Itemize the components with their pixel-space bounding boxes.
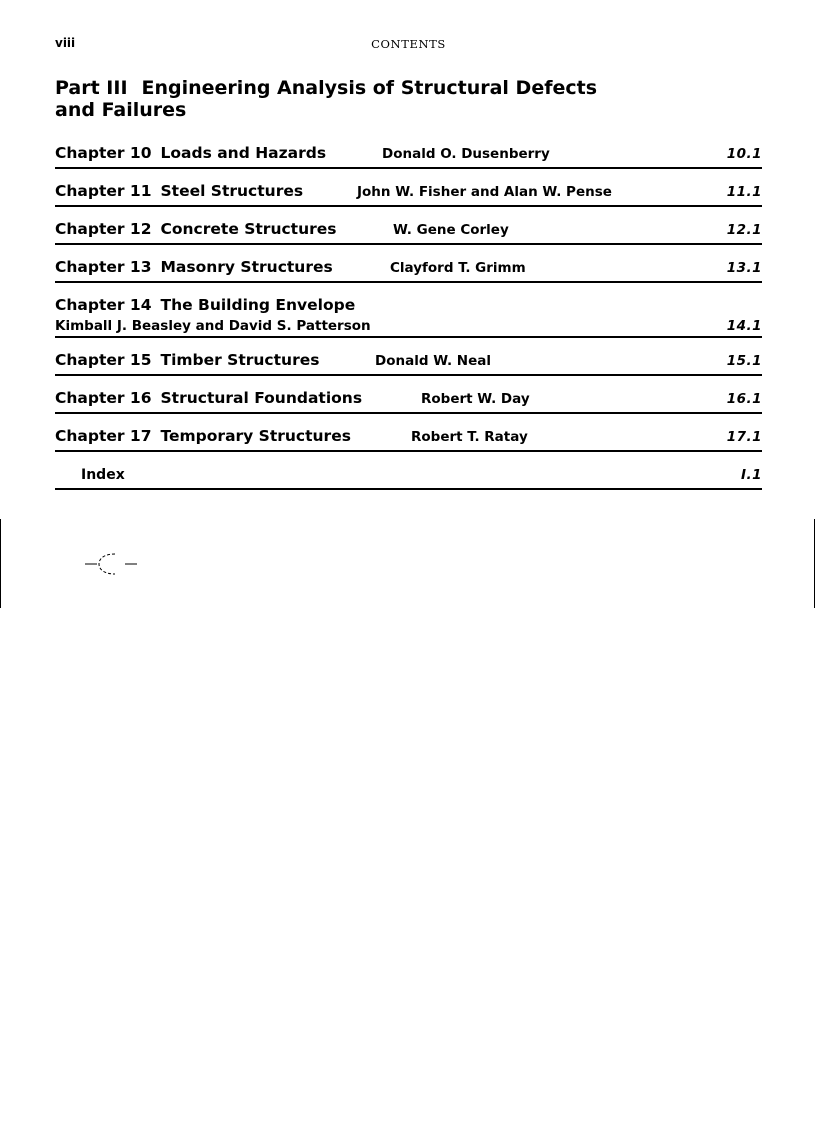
chapter-page: 13.1 (726, 260, 762, 276)
chapter-author: Robert W. Day (421, 391, 530, 407)
chapter-heading (55, 389, 362, 407)
part-title-line2: and Failures (55, 99, 187, 121)
part-heading (55, 77, 675, 121)
chapter-title: Steel Structures (160, 182, 304, 200)
chapter-page: 14.1 (726, 318, 762, 334)
part-title-line1: Engineering Analysis of Structural Defects (141, 77, 598, 99)
toc-entry-chapter-13[interactable] (55, 254, 762, 283)
left-edge-mark (0, 519, 1, 608)
chapter-number: Chapter 13 (55, 258, 152, 276)
chapter-heading (55, 144, 326, 162)
toc-entry-index[interactable] (55, 461, 762, 490)
toc-entry-chapter-11[interactable] (55, 178, 762, 207)
chapter-title: Concrete Structures (160, 220, 337, 238)
chapter-title: Masonry Structures (160, 258, 333, 276)
index-label: Index (81, 467, 125, 483)
chapter-title: Loads and Hazards (160, 144, 327, 162)
index-page: I.1 (740, 467, 762, 483)
chapter-page: 11.1 (726, 184, 762, 200)
chapter-author: Donald W. Neal (375, 353, 492, 369)
chapter-author: W. Gene Corley (393, 222, 509, 238)
chapter-heading (55, 258, 333, 276)
part-label: Part III (55, 77, 128, 99)
toc-entry-chapter-16[interactable] (55, 385, 762, 414)
chapter-page: 12.1 (726, 222, 762, 238)
chapter-title: The Building Envelope (160, 296, 356, 314)
chapter-number: Chapter 16 (55, 389, 152, 407)
chapter-author: Kimball J. Beasley and David S. Patterson (55, 318, 371, 334)
chapter-author: John W. Fisher and Alan W. Pense (357, 184, 612, 200)
running-head-title: CONTENTS (371, 37, 446, 51)
table-of-contents (55, 140, 762, 499)
crop-mark-icon (85, 550, 141, 578)
chapter-title: Temporary Structures (160, 427, 351, 445)
chapter-author: Robert T. Ratay (411, 429, 528, 445)
right-edge-mark (814, 519, 815, 608)
chapter-heading (55, 182, 303, 200)
chapter-number: Chapter 14 (55, 296, 152, 314)
chapter-page: 10.1 (726, 146, 762, 162)
chapter-number: Chapter 10 (55, 144, 152, 162)
toc-entry-chapter-14[interactable] (55, 292, 762, 338)
chapter-author: Donald O. Dusenberry (382, 146, 550, 162)
chapter-page: 17.1 (726, 429, 762, 445)
chapter-page: 15.1 (726, 353, 762, 369)
toc-entry-chapter-10[interactable] (55, 140, 762, 169)
chapter-title: Structural Foundations (160, 389, 363, 407)
running-head (55, 34, 762, 54)
chapter-number: Chapter 11 (55, 182, 152, 200)
toc-entry-chapter-17[interactable] (55, 423, 762, 452)
chapter-title: Timber Structures (160, 351, 320, 369)
chapter-number: Chapter 12 (55, 220, 152, 238)
page-folio: viii (55, 36, 76, 50)
chapter-heading (55, 296, 355, 314)
chapter-number: Chapter 17 (55, 427, 152, 445)
chapter-heading (55, 351, 319, 369)
chapter-number: Chapter 15 (55, 351, 152, 369)
chapter-author: Clayford T. Grimm (390, 260, 526, 276)
chapter-page: 16.1 (726, 391, 762, 407)
toc-entry-chapter-12[interactable] (55, 216, 762, 245)
chapter-heading (55, 427, 351, 445)
toc-entry-chapter-15[interactable] (55, 347, 762, 376)
chapter-heading (55, 220, 337, 238)
